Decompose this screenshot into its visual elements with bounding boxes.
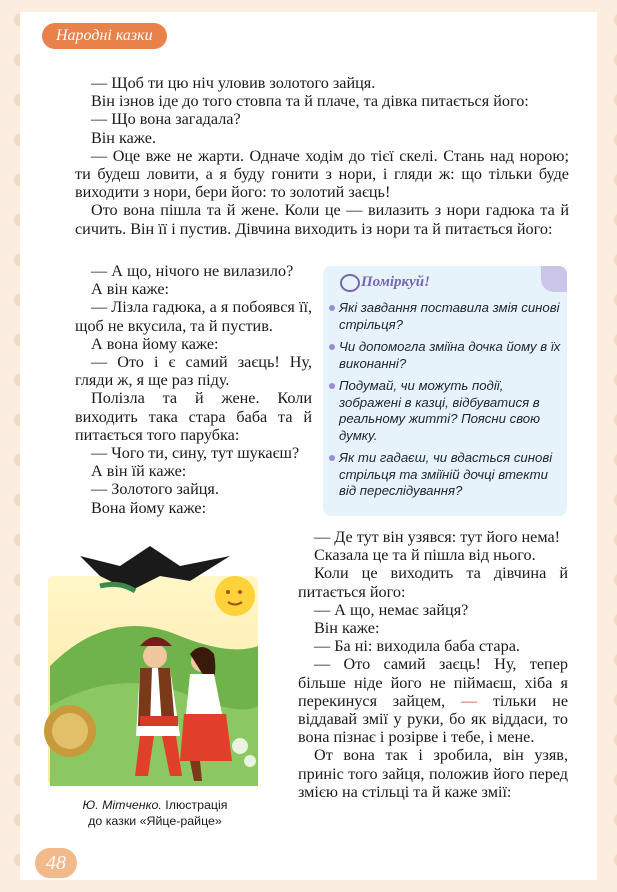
think-title xyxy=(341,274,430,291)
think-item: Чи допомогла зміїна дочка йому в їх виконанні? xyxy=(329,339,561,372)
think-item: Подумай, чи можуть події, зображені в казці, відбуватися в реальному житті? Поясни свою думку. xyxy=(329,378,561,444)
paragraph: — Ото і є самий заєць! Ну, гляди ж, я ще раз піду. xyxy=(75,353,312,390)
illustration-svg xyxy=(40,536,268,792)
think-box xyxy=(323,266,567,516)
paragraph: Полізла та й жене. Коли виходить така стара баба та й питається того парубка: xyxy=(75,389,312,444)
paragraph: А він каже: xyxy=(91,280,170,299)
paragraph: — Оце вже не жарти. Одначе ходім до тієї скелі. Стань над норою; ти будеш ловити, а я буду гонити з нори, і гляди ж: що тільки буде виходити з нори, бери його: то золотий заєць! xyxy=(75,146,569,202)
paragraph-part: тільки не віддавай змії у руки, бо як віддаси, то вона пізнає і розірве і тебе, і мене. xyxy=(298,691,569,747)
paragraph: А вона йому каже: xyxy=(91,334,219,353)
paragraph: Він каже. xyxy=(91,128,157,147)
red-dash: — xyxy=(460,691,493,710)
caption-text-1: Ілюстрація xyxy=(165,798,228,812)
page-number: 48 xyxy=(35,848,77,878)
paragraph: Ото вона пішла та й жене. Коли це — вилазить з нори гадюка та й сичить. Він її і пустив. Дівчина виходить із нори та й питається його: xyxy=(75,201,569,238)
paragraph: Він каже: xyxy=(314,619,380,638)
paragraph: — Щоб ти цю ніч уловив золотого зайця. xyxy=(91,74,376,92)
paragraph: От вона так і зробила, він узяв, приніс того зайця, положив його перед змією на стільці та й каже змії: xyxy=(298,746,568,801)
think-title-text: Поміркуй! xyxy=(361,274,430,290)
caption-text-2: до казки «Яйце-райце» xyxy=(88,814,222,828)
paragraph: — А що, нічого не вилазило? xyxy=(91,262,294,280)
think-item: Які завдання поставила змія синові стрільця? xyxy=(329,300,561,333)
illustration-caption xyxy=(60,797,250,829)
paragraph: Вона йому каже: xyxy=(91,498,207,517)
paragraph: — Ба ні: виходила баба стара. xyxy=(314,637,520,656)
left-column-text xyxy=(75,262,312,517)
paragraph: Сказала це та й пішла від нього. xyxy=(314,546,536,565)
main-text-top xyxy=(75,74,569,238)
caption-author: Ю. Мітченко. xyxy=(82,798,162,812)
paragraph: Він ізнов іде до того стовпа та й плаче, та дівка питається його: xyxy=(91,92,529,111)
paragraph-part: — Ото самий заєць! Ну, тепер більше ніде його не піймаєш, хіба я перекинуся зайцем, xyxy=(298,655,568,710)
paragraph: — А що, немає зайця? xyxy=(314,600,469,619)
think-list xyxy=(329,300,561,506)
paragraph: Коли це виходить та дівчина й питається його: xyxy=(298,564,568,601)
paragraph: — Що вона загадала? xyxy=(91,110,241,129)
right-column-text xyxy=(298,528,568,801)
box-corner xyxy=(541,266,567,292)
think-item: Як ти гадаєш, чи вдасться синові стрільця та зміїній дочці втекти від переслідування? xyxy=(329,450,561,500)
paragraph: — Де тут він узявся: тут його нема! xyxy=(314,528,561,546)
paragraph: — Чого ти, сину, тут шукаєш? xyxy=(91,444,300,463)
paragraph: — Лізла гадюка, а я побоявся її, щоб не вкусила, та й пустив. xyxy=(75,298,312,335)
paragraph: А він їй каже: xyxy=(91,462,187,481)
paragraph: — Золотого зайця. xyxy=(91,480,219,499)
fairy-tale-illustration xyxy=(40,536,268,792)
paragraph xyxy=(298,655,568,746)
book-icon xyxy=(340,274,360,292)
section-header: Народні казки xyxy=(42,23,167,49)
